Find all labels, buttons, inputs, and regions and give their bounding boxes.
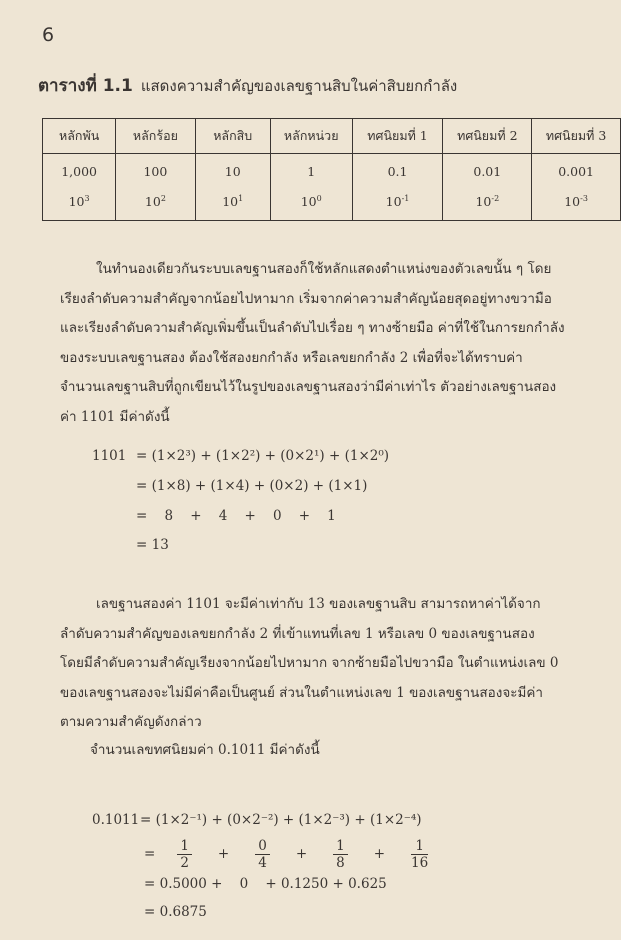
- numerator: 1: [411, 838, 428, 855]
- table-cell: [43, 154, 116, 221]
- plus-sign: +: [373, 846, 386, 862]
- paragraph-line: ค่า 1101 มีค่าดังนี้: [60, 408, 170, 425]
- paragraph-line: ตามความสำคัญดังกล่าว: [60, 714, 202, 730]
- caption-label: ตารางที่ 1.1: [38, 76, 133, 96]
- column-header: ทศนิยมที่ 1: [352, 119, 443, 154]
- table-cell: [270, 154, 352, 221]
- column-header: หลักพัน: [43, 119, 116, 154]
- paragraph-line: ลำดับความสำคัญของเลขยกกำลัง 2 ที่เข้าแทนที่เลข 1 หรือเลข 0 ของเลขฐานสอง: [60, 625, 535, 642]
- paragraph-line: ของระบบเลขฐานสอง ต้องใช้สองยกกำลัง หรือเลขยกกำลัง 2 เพื่อที่จะได้ทราบค่า: [60, 349, 523, 366]
- fraction: [177, 838, 192, 871]
- cell-value: 100: [143, 164, 168, 180]
- power-exponent: 0: [316, 193, 322, 203]
- denominator: 4: [258, 855, 267, 871]
- denominator: 8: [336, 855, 345, 871]
- table-cell: [532, 154, 621, 221]
- numerator: 1: [177, 838, 192, 855]
- paragraph-line: จำนวนเลขฐานสิบที่ถูกเขียนไว้ในรูปของเลขฐานสองว่ามีค่าเท่าไร ตัวอย่างเลขฐานสอง: [60, 379, 557, 395]
- cell-value: 1: [307, 164, 316, 180]
- numerator: 1: [333, 838, 348, 855]
- column-header: หลักสิบ: [195, 119, 270, 154]
- cell-value: 0.01: [473, 164, 502, 180]
- eq1-line4: = 13: [136, 537, 169, 553]
- table-header-row: [43, 119, 621, 154]
- eq2-fractions: [144, 838, 428, 871]
- place-value-table: [42, 118, 621, 221]
- cell-power: [564, 194, 588, 209]
- cell-power: [475, 194, 499, 209]
- column-header: ทศนิยมที่ 2: [443, 119, 532, 154]
- power-base: 10: [68, 193, 85, 209]
- power-base: 10: [385, 193, 402, 209]
- cell-value: 0.001: [558, 164, 594, 180]
- cell-value: 0.1: [387, 164, 408, 180]
- power-base: 10: [564, 193, 581, 209]
- cell-value: 10: [224, 164, 241, 180]
- power-exponent: 1: [238, 193, 244, 203]
- numerator: 0: [255, 838, 270, 855]
- table-cell: [443, 154, 532, 221]
- cell-power: [145, 194, 166, 209]
- table-caption: [38, 72, 457, 99]
- fraction: [411, 838, 428, 871]
- power-exponent: -2: [491, 193, 500, 203]
- eq1-line1: = (1×2³) + (1×2²) + (0×2¹) + (1×2⁰): [136, 448, 390, 464]
- denominator: 16: [411, 855, 429, 871]
- eq1-lhs: 1101: [92, 448, 127, 464]
- cell-power: [386, 194, 410, 209]
- paragraph-line: โดยมีลำดับความสำคัญเรียงจากน้อยไปหามาก จากซ้ายมือไปขวามือ ในตำแหน่งเลข 0: [60, 655, 559, 671]
- power-exponent: 3: [84, 193, 90, 203]
- paragraph-line: ในทำนองเดียวกันระบบเลขฐานสองก็ใช้หลักแสดงตำแหน่งของตัวเลขนั้น ๆ โดย: [96, 261, 552, 277]
- paragraph-1: [60, 255, 580, 432]
- eq2-lhs: 0.1011: [92, 812, 140, 828]
- cell-value: 1,000: [61, 164, 98, 180]
- paragraph-3: จำนวนเลขทศนิยมค่า 0.1011 มีค่าดังนี้: [90, 742, 320, 758]
- eq1-line2: = (1×8) + (1×4) + (0×2) + (1×1): [136, 478, 368, 494]
- column-header: หลักร้อย: [116, 119, 195, 154]
- plus-sign: +: [217, 846, 230, 862]
- fraction: [255, 838, 270, 871]
- power-base: 10: [144, 193, 161, 209]
- paragraph-2: [60, 590, 580, 738]
- caption-text: แสดงความสำคัญของเลขฐานสิบในค่าสิบยกกำลัง: [140, 77, 458, 95]
- table-row: [43, 154, 621, 221]
- table-cell: [195, 154, 270, 221]
- cell-power: [301, 194, 322, 209]
- eq2-line4: = 0.6875: [144, 904, 207, 920]
- paragraph-line: ของเลขฐานสองจะไม่มีค่าคือเป็นศูนย์ ส่วนในตำแหน่งเลข 1 ของเลขฐานสองจะมีค่า: [60, 684, 543, 701]
- paragraph-line: เลขฐานสองค่า 1101 จะมีค่าเท่ากับ 13 ของเลขฐานสิบ สามารถหาค่าได้จาก: [96, 596, 541, 612]
- power-exponent: -1: [401, 193, 410, 203]
- plus-sign: +: [295, 846, 308, 862]
- paragraph-line: เรียงลำดับความสำคัญจากน้อยไปหามาก เริ่มจากค่าความสำคัญน้อยสุดอยู่ทางขวามือ: [60, 290, 552, 307]
- power-base: 10: [222, 193, 239, 209]
- cell-power: [69, 194, 90, 209]
- table-cell: [116, 154, 195, 221]
- column-header: หลักหน่วย: [270, 119, 352, 154]
- eq2-line3: = 0.5000 + 0 + 0.1250 + 0.625: [144, 876, 387, 892]
- power-base: 10: [475, 193, 492, 209]
- denominator: 2: [180, 855, 189, 871]
- paragraph-line: และเรียงลำดับความสำคัญเพิ่มขึ้นเป็นลำดับไปเรื่อย ๆ ทางซ้ายมือ ค่าที่ใช้ในการยกกำลัง: [60, 320, 565, 336]
- column-header: ทศนิยมที่ 3: [532, 119, 621, 154]
- power-exponent: -3: [580, 193, 588, 203]
- table-cell: [352, 154, 443, 221]
- power-exponent: 2: [160, 193, 166, 203]
- cell-power: [222, 194, 243, 209]
- eq2-line1: = (1×2⁻¹) + (0×2⁻²) + (1×2⁻³) + (1×2⁻⁴): [140, 812, 422, 828]
- fraction: [333, 838, 348, 871]
- eq1-line3: = 8 + 4 + 0 + 1: [136, 508, 336, 524]
- equals-sign: =: [144, 846, 156, 862]
- page-number: 6: [42, 24, 55, 46]
- power-base: 10: [300, 193, 317, 209]
